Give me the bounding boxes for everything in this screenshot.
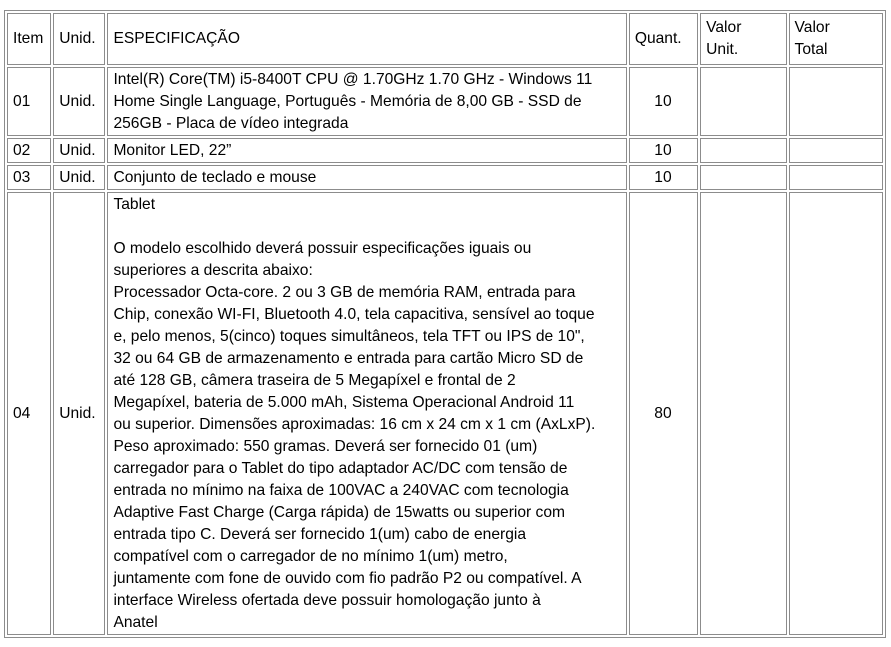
cell-unid: Unid. [53, 67, 105, 136]
header-item: Item [7, 13, 51, 65]
cell-quant: 10 [629, 138, 698, 163]
cell-valor-unit [700, 138, 786, 163]
table-row [7, 192, 883, 635]
spec-line: juntamente com fone de ouvido com fio padrão P2 ou compatível. A [113, 570, 582, 587]
spec-line: Monitor LED, 22” [113, 142, 232, 159]
spec-line: ou superior. Dimensões aproximadas: 16 cm x 24 cm x 1 cm (AxLxP). [113, 416, 596, 433]
cell-valor-unit [700, 192, 786, 635]
table-row [7, 165, 883, 190]
items-table [4, 10, 886, 638]
cell-quant: 80 [629, 192, 698, 635]
spec-line: Chip, conexão WI-FI, Bluetooth 4.0, tela capacitiva, sensível ao toque [113, 306, 595, 323]
cell-quant: 10 [629, 165, 698, 190]
spec-line: O modelo escolhido deverá possuir especificações iguais ou [113, 240, 532, 257]
spec-line: Peso aproximado: 550 gramas. Deverá ser fornecido 01 (um) [113, 438, 538, 455]
cell-unid: Unid. [53, 138, 105, 163]
header-valor-unit [700, 13, 786, 65]
table-header-row [7, 13, 883, 65]
cell-item: 04 [7, 192, 51, 635]
spec-line: 256GB - Placa de vídeo integrada [113, 115, 349, 132]
cell-valor-total [789, 138, 883, 163]
spec-line: Adaptive Fast Charge (Carga rápida) de 15watts ou superior com [113, 504, 566, 521]
spec-line: entrada tipo C. Deverá ser fornecido 1(um) cabo de energia [113, 526, 527, 543]
spec-line: superiores a descrita abaixo: [113, 262, 313, 279]
cell-unid: Unid. [53, 165, 105, 190]
spec-line: até 128 GB, câmera traseira de 5 Megapíxel e frontal de 2 [113, 372, 516, 389]
cell-valor-unit [700, 165, 786, 190]
cell-valor-total [789, 165, 883, 190]
header-valor-unit-line1: Valor [706, 19, 742, 36]
cell-valor-total [789, 67, 883, 136]
spec-title: Tablet [113, 196, 156, 213]
cell-valor-unit [700, 67, 786, 136]
cell-specification [107, 67, 626, 136]
table-row [7, 138, 883, 163]
header-valor-total-line1: Valor [794, 19, 830, 36]
cell-item: 03 [7, 165, 51, 190]
cell-item: 01 [7, 67, 51, 136]
cell-quant: 10 [629, 67, 698, 136]
header-unid: Unid. [53, 13, 105, 65]
spec-line: Conjunto de teclado e mouse [113, 169, 317, 186]
header-valor-unit-line2: Unit. [706, 41, 739, 58]
cell-specification [107, 138, 626, 163]
table-row [7, 67, 883, 136]
spec-line: Processador Octa-core. 2 ou 3 GB de memória RAM, entrada para [113, 284, 576, 301]
header-especificacao: ESPECIFICAÇÃO [107, 13, 626, 65]
spec-line: Anatel [113, 614, 158, 631]
cell-item: 02 [7, 138, 51, 163]
spec-line: compatível com o carregador de no mínimo 1(um) metro, [113, 548, 508, 565]
items-table-container [4, 10, 886, 638]
spec-line: entrada no mínimo na faixa de 100VAC a 240VAC com tecnologia [113, 482, 569, 499]
header-valor-total-line2: Total [794, 41, 828, 58]
spec-spacer [113, 216, 619, 238]
header-valor-total [789, 13, 883, 65]
spec-line: Intel(R) Core(TM) i5-8400T CPU @ 1.70GHz 1.70 GHz - Windows 11 [113, 71, 593, 88]
header-quant: Quant. [629, 13, 698, 65]
spec-line: carregador para o Tablet do tipo adaptador AC/DC com tensão de [113, 460, 568, 477]
cell-unid: Unid. [53, 192, 105, 635]
cell-specification [107, 165, 626, 190]
cell-specification [107, 192, 626, 635]
spec-line: Home Single Language, Português - Memória de 8,00 GB - SSD de [113, 93, 582, 110]
spec-line: Megapíxel, bateria de 5.000 mAh, Sistema Operacional Android 11 [113, 394, 575, 411]
cell-valor-total [789, 192, 883, 635]
spec-line: e, pelo menos, 5(cinco) toques simultâneos, tela TFT ou IPS de 10", [113, 328, 585, 345]
spec-line: interface Wireless ofertada deve possuir homologação junto à [113, 592, 541, 609]
spec-line: 32 ou 64 GB de armazenamento e entrada para cartão Micro SD de [113, 350, 584, 367]
